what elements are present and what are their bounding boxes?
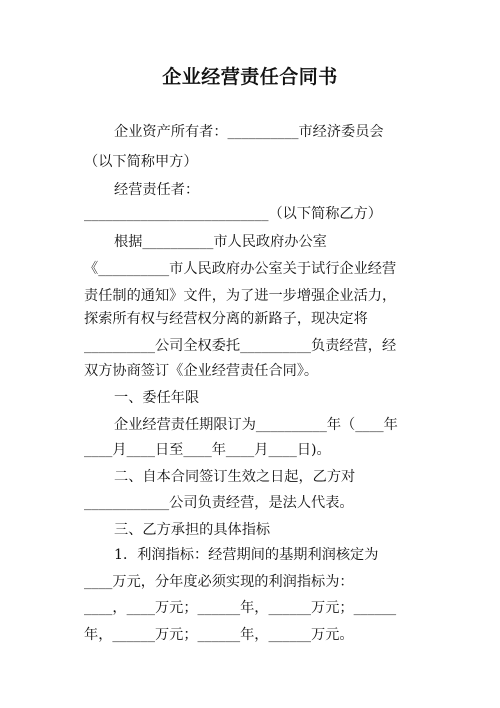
text-line-party-b: __________________________（以下简称乙方） [84, 206, 382, 222]
text-line-sign: 双方协商签订《企业经营责任合同》。 [84, 363, 319, 379]
text-line-manager: 经营责任者： [114, 182, 200, 198]
section-heading-term: 一、委任年限 [114, 390, 200, 406]
text-line-legal-2: ____________公司负责经营，是法人代表。 [84, 495, 354, 511]
text-line-notice-2: 责任制的通知》文件，为了进一步增强企业活力， [84, 288, 397, 304]
document-title: 企业经营责任合同书 [162, 66, 338, 88]
text-line-owner: 企业资产所有者：__________市经济委员会 [114, 124, 384, 140]
text-line-party-a: （以下简称甲方） [84, 154, 198, 170]
text-line-term-2: ____月____日至____年____月____日)。 [84, 442, 331, 458]
text-line-entrust: __________公司全权委托__________负责经营，经 [84, 338, 397, 354]
text-line-term-1: 企业经营责任期限订为__________年（____年 [114, 417, 398, 433]
text-line-profit-4: 年，______万元；______年，______万元。 [84, 627, 354, 643]
text-line-profit-2: ____万元，分年度必须实现的利润指标为： [84, 574, 354, 590]
text-line-profit-1: 1．利润指标：经营期间的基期利润核定为 [114, 547, 379, 563]
text-line-notice-1: 《__________市人民政府办公室关于试行企业经营 [84, 261, 397, 277]
text-line-notice-3: 探索所有权与经营权分离的新路子，现决定将 [84, 311, 368, 327]
text-line-legal-1: 二、自本合同签订生效之日起，乙方对 [114, 469, 356, 485]
text-line-profit-3: ____，____万元；______年，______万元；______ [84, 600, 397, 616]
section-heading-targets: 三、乙方承担的具体指标 [114, 522, 271, 538]
text-line-basis: 根据__________市人民政府办公室 [114, 234, 327, 250]
